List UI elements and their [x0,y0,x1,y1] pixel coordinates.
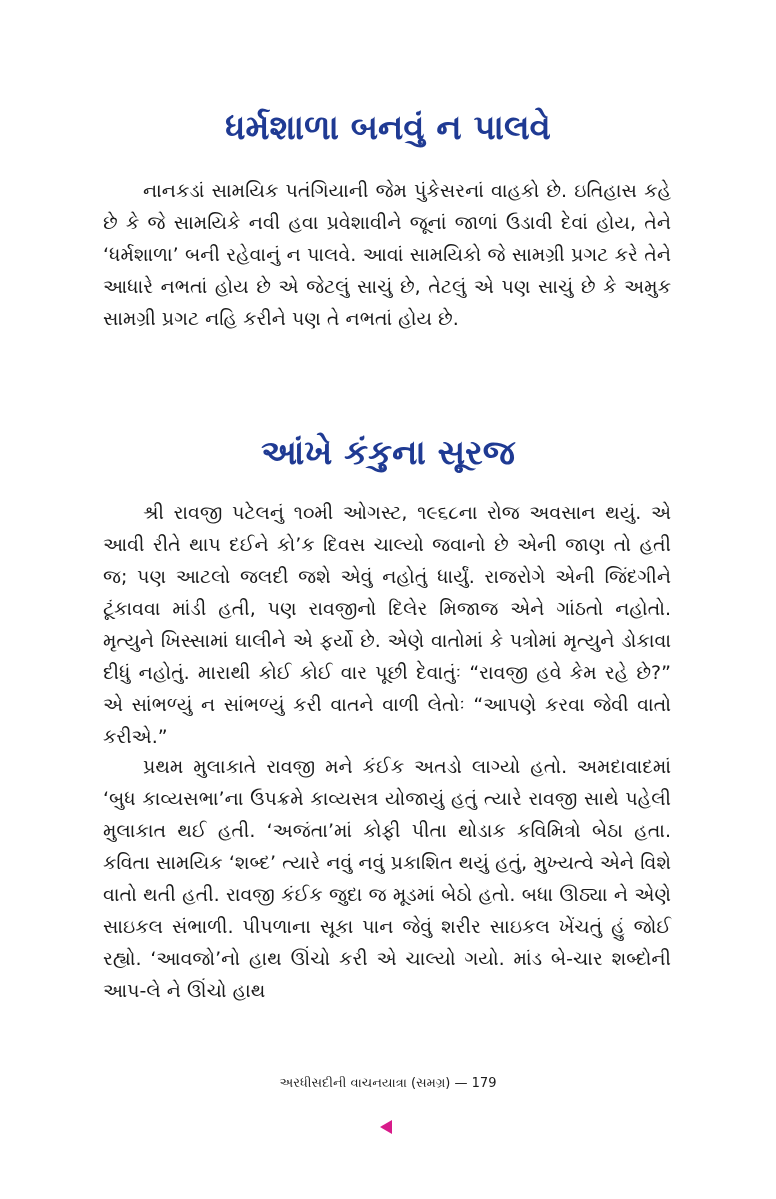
paragraph: શ્રી રાવજી પટેલનું ૧૦મી ઓગસ્ટ, ૧૯૬૮ના રોજ અવસાન થયું. એ આવી રીતે થાપ દઈને કો’ક દિવસ ચાલ્યો જવાનો છે એની જાણ તો હતી જ; પણ આટલો જલદી જશે એવું નહોતું ધાર્યું. રાજરોગે એની જિંદગીને ટૂંકાવવા માંડી હતી, પણ રાવજીનો દિલેર મિજાજ એને ગાંઠતો નહોતો. મૃત્યુને ખિસ્સામાં ઘાલીને એ ફર્યો છે. એણે વાતોમાં કે પત્રોમાં મૃત્યુને ડોકાવા દીધું નહોતું. મારાથી કોઈ કોઈ વાર પૂછી દેવાતુંઃ “રાવજી હવે કેમ રહે છે?” એ સાંભળ્યું ન સાંભળ્યું કરી વાતને વાળી લેતોઃ “આપણે કરવા જેવી વાતો કરીએ.” [103,502,671,748]
book-title: અરધીસદીની વાચનયાત્રા (સમગ્ર) [279,1076,451,1091]
section-title: આંખે કંકુના સૂરજ [261,433,515,473]
triangle-left-icon[interactable] [380,1120,392,1134]
footer-separator: — [454,1076,468,1091]
paragraph: પ્રથમ મુલાકાતે રાવજી મને કંઈક અતડો લાગ્યો હતો. અમદાવાદમાં ‘બુધ કાવ્યસભા’ના ઉપક્રમે કાવ્યસત્ર યોજાયું હતું ત્યારે રાવજી સાથે પહેલી મુલાકાત થઈ હતી. ‘અજંતા’માં કોફી પીતા થોડાક કવિમિત્રો બેઠા હતા. કવિતા સામયિક ‘શબ્દ’ ત્યારે નવું નવું પ્રકાશિત થયું હતું, મુખ્યત્વે એને વિશે વાતો થતી હતી. રાવજી કંઈક જુદા જ મૂડમાં બેઠો હતો. બધા ઊઠ્યા ને એણે સાઇકલ સંભાળી. પીપળાના સૂકા પાન જેવું શરીર સાઇકલ ખેંચતું હું જોઈ રહ્યો. ‘આવજો’નો હાથ ઊંચો કરી એ ચાલ્યો ગયો. માંડ બે-ચાર શબ્દોની આપ-લે ને ઊંચો હાથ [103,756,671,1002]
paragraph: નાનકડાં સામયિક પતંગિયાની જેમ પુંકેસરનાં વાહકો છે. ઇતિહાસ કહે છે કે જે સામયિકે નવી હવા પ્રવેશાવીને જૂનાં જાળાં ઉડાવી દેવાં હોય, તેને ‘ધર્મશાળા’ બની રહેવાનું ન પાલવે. આવાં સામયિકો જે સામગ્રી પ્રગટ કરે તેને આધારે નભતાં હોય છે એ જેટલું સાચું છે, તેટલું એ પણ સાચું છે કે અમુક સામગ્રી પ્રગટ નહિ કરીને પણ તે નભતાં હોય છે. [103,180,671,330]
page-footer [0,1076,776,1091]
page-number: 179 [471,1076,497,1091]
section-title: ધર્મશાળા બનવું ન પાલવે [225,108,551,148]
